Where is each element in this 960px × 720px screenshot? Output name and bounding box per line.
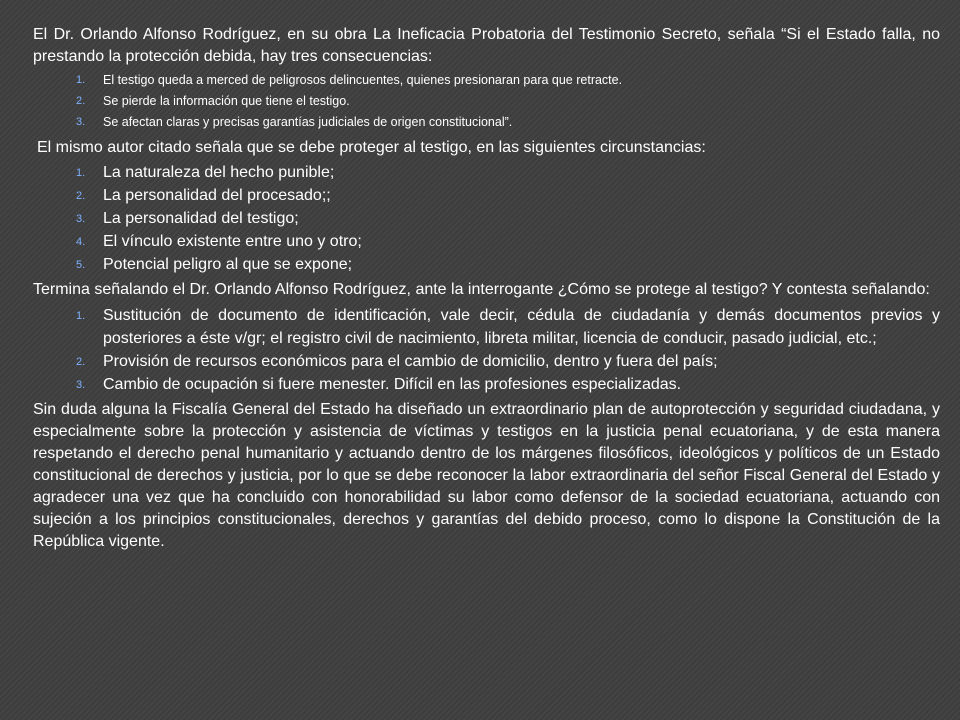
list-item-text: Cambio de ocupación si fuere menester. Difícil en las profesiones especializadas. — [103, 376, 682, 393]
slide-content — [33, 24, 940, 553]
list-item — [33, 161, 940, 184]
list-item-text: Sustitución de documento de identificación, vale decir, cédula de ciudadanía y demás documentos previos y posteriores a éste v/gr; el registro civil de nacimiento, libreta militar, licencia de conducir, pasado judicial, etc.; — [103, 307, 940, 347]
list-number: 4. — [76, 236, 86, 248]
protection-measures-list — [33, 304, 940, 396]
list-item-text: Provisión de recursos económicos para el cambio de domicilio, dentro y fuera del país; — [103, 353, 718, 370]
list-number: 2. — [76, 356, 86, 368]
list-item-text: El vínculo existente entre uno y otro; — [103, 233, 362, 250]
list-number: 3. — [76, 379, 86, 391]
paragraph-intro: El Dr. Orlando Alfonso Rodríguez, en su obra La Ineficacia Probatoria del Testimonio Secreto, señala “Si el Estado falla, no prestando la protección debida, hay tres consecuencias: — [33, 26, 940, 65]
list-item-text: Se afectan claras y precisas garantías judiciales de origen constitucional”. — [103, 115, 513, 129]
list-number: 3. — [76, 116, 86, 128]
list-item-text: La personalidad del procesado;; — [103, 187, 331, 204]
circumstances-list — [33, 161, 940, 276]
list-number: 3. — [76, 213, 86, 225]
list-item — [33, 91, 940, 112]
list-item — [33, 253, 940, 276]
list-number: 2. — [76, 95, 86, 107]
list-item-text: El testigo queda a merced de peligrosos delincuentes, quienes presionaran para que retracte. — [103, 73, 623, 87]
paragraph-circumstances: El mismo autor citado señala que se debe proteger al testigo, en las siguientes circunstancias: — [37, 139, 706, 156]
list-number: 1. — [76, 310, 86, 322]
list-item-text: Se pierde la información que tiene el testigo. — [103, 94, 350, 108]
consequences-list — [33, 70, 940, 133]
list-number: 1. — [76, 74, 86, 86]
list-number: 5. — [76, 259, 86, 271]
list-item — [33, 207, 940, 230]
list-item-text: Potencial peligro al que se expone; — [103, 256, 353, 273]
list-number: 2. — [76, 190, 86, 202]
list-item-text: La naturaleza del hecho punible; — [103, 164, 335, 181]
list-item — [33, 304, 940, 350]
paragraph-protection-question: Termina señalando el Dr. Orlando Alfonso Rodríguez, ante la interrogante ¿Cómo se protege al testigo? Y contesta señalando: — [33, 281, 930, 298]
list-item — [33, 70, 940, 91]
list-item — [33, 184, 940, 207]
list-item — [33, 230, 940, 253]
list-number: 1. — [76, 167, 86, 179]
list-item-text: La personalidad del testigo; — [103, 210, 299, 227]
list-item — [33, 350, 940, 373]
paragraph-conclusion: Sin duda alguna la Fiscalía General del Estado ha diseñado un extraordinario plan de autoprotección y seguridad ciudadana, y especialmente sobre la protección y asistencia de víctimas y testigos en la justicia penal ecuatoriana, y de esta manera respetando el derecho penal humanitario y actuando dentro de los márgenes filosóficos, ideológicos y políticos de un Estado constitucional de derechos y justicia, por lo que se debe reconocer la labor extraordinaria del señor Fiscal General del Estado y agradecer una vez que ha concluido con honorabilidad su labor como defensor de la sociedad ecuatoriana, actuando con sujeción a los principios constitucionales, derechos y garantías del debido proceso, como lo dispone la Constitución de la República vigente. — [33, 401, 940, 550]
list-item — [33, 112, 940, 133]
list-item — [33, 373, 940, 396]
